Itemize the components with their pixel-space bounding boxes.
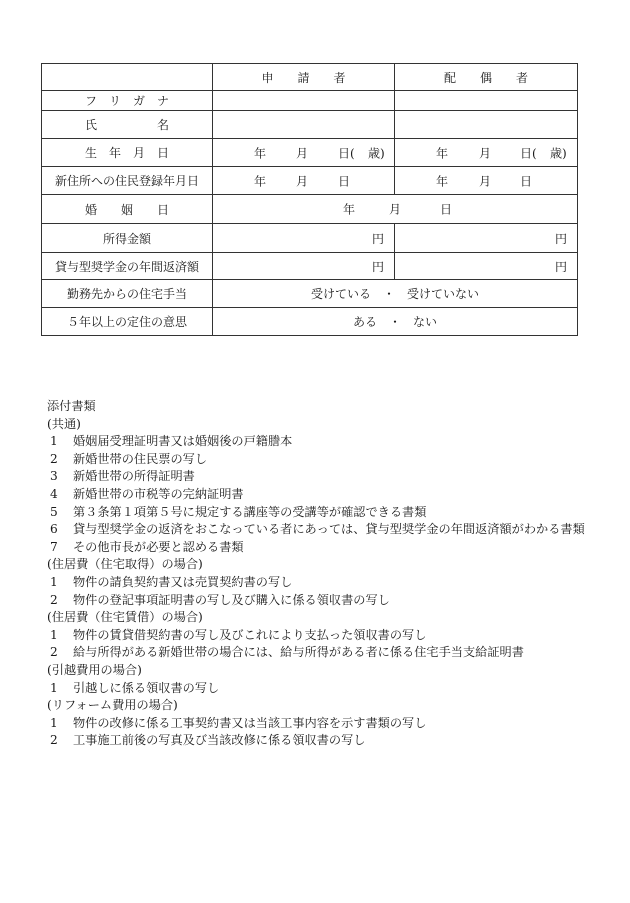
marriage-year-unit: 年: [343, 202, 356, 217]
marriage-row: [42, 195, 578, 224]
attachments-section: [47, 398, 587, 750]
reform-heading: (リフォーム費用の場合): [47, 698, 178, 713]
marriage-date-field[interactable]: [213, 195, 578, 224]
list-item: [47, 539, 587, 557]
common-heading: (共通): [47, 416, 81, 431]
list-item: [47, 715, 587, 733]
reg-month-unit: 月: [479, 174, 492, 188]
birth-month-unit: 月: [479, 146, 492, 160]
marriage-month-unit: 月: [389, 202, 402, 217]
list-item-text: 新婚世帯の所得証明書: [73, 469, 195, 484]
reg-year-unit: 年: [436, 174, 449, 188]
list-item-number: 5: [50, 504, 58, 519]
settlement-intent-choice[interactable]: ある ・ ない: [213, 308, 578, 336]
list-item: [47, 451, 587, 469]
housing-allowance-label: 勤務先からの住宅手当: [42, 280, 213, 308]
purchase-heading: (住居費（住宅取得）の場合): [47, 557, 203, 572]
list-item: [47, 574, 587, 592]
list-item-text: 新婚世帯の住民票の写し: [73, 451, 208, 466]
birthdate-row: [42, 139, 578, 167]
name-label: 氏 名: [42, 111, 213, 139]
spouse-birthdate-field[interactable]: [395, 139, 578, 167]
birth-day-unit: 日(: [338, 146, 355, 160]
list-item: [47, 504, 587, 522]
list-item-text: 物件の請負契約書又は売買契約書の写し: [73, 574, 293, 589]
birthdate-label: 生 年 月 日: [42, 139, 213, 167]
reform-list: [47, 715, 587, 750]
list-item-number: 3: [50, 469, 58, 484]
rent-list: [47, 627, 587, 662]
list-item: [47, 521, 587, 539]
list-item-number: 1: [50, 715, 58, 730]
birth-month-unit: 月: [296, 146, 309, 160]
spouse-registration-date-field[interactable]: [395, 167, 578, 195]
list-item-number: 1: [50, 627, 58, 642]
applicant-income-field[interactable]: 円: [213, 224, 395, 253]
income-label: 所得金額: [42, 224, 213, 253]
header-spouse: 配 偶 者: [395, 64, 578, 91]
name-row: [42, 111, 578, 139]
header-applicant: 申 請 者: [213, 64, 395, 91]
list-item-text: 第３条第１項第５号に規定する講座等の受講等が確認できる書類: [73, 504, 427, 519]
reg-year-unit: 年: [254, 174, 267, 188]
reg-day-unit: 日: [520, 174, 533, 188]
purchase-list: [47, 574, 587, 609]
income-row: [42, 224, 578, 253]
birth-year-unit: 年: [254, 146, 267, 160]
list-item-number: 1: [50, 680, 58, 695]
marriage-day-unit: 日: [440, 202, 453, 217]
list-item-number: 6: [50, 522, 58, 537]
list-item-number: 2: [50, 451, 58, 466]
birth-year-unit: 年: [436, 146, 449, 160]
list-item-text: 新婚世帯の市税等の完納証明書: [73, 486, 244, 501]
moving-list: [47, 680, 587, 698]
reg-month-unit: 月: [296, 174, 309, 188]
moving-heading: (引越費用の場合): [47, 662, 142, 677]
rent-heading: (住居費（住宅賃借）の場合): [47, 610, 203, 625]
list-item-text: 引越しに係る領収書の写し: [73, 680, 220, 695]
list-item-text: 婚姻届受理証明書又は婚姻後の戸籍謄本: [73, 434, 293, 449]
furigana-label: フ リ ガ ナ: [42, 91, 213, 111]
list-item: [47, 486, 587, 504]
applicant-name-field[interactable]: [213, 111, 395, 139]
list-item-number: 2: [50, 733, 58, 748]
list-item-text: 物件の賃貸借契約書の写し及びこれにより支払った領収書の写し: [73, 627, 427, 642]
birth-age-unit: 歳): [550, 146, 567, 160]
list-item-number: 1: [50, 574, 58, 589]
list-item-number: 2: [50, 645, 58, 660]
reg-day-unit: 日: [338, 174, 351, 188]
list-item-number: 7: [50, 539, 58, 554]
list-item-text: 物件の登記事項証明書の写し及び購入に係る領収書の写し: [73, 592, 390, 607]
list-item: [47, 468, 587, 486]
list-item-text: 物件の改修に係る工事契約書又は当該工事内容を示す書類の写し: [73, 715, 427, 730]
applicant-furigana-field[interactable]: [213, 91, 395, 111]
header-blank-cell: [42, 64, 213, 91]
list-item: [47, 680, 587, 698]
list-item-number: 2: [50, 592, 58, 607]
common-list: [47, 433, 587, 556]
birth-day-unit: 日(: [520, 146, 537, 160]
list-item: [47, 592, 587, 610]
settlement-intent-row: [42, 308, 578, 336]
application-form-table: [41, 63, 578, 336]
list-item-text: その他市長が必要と認める書類: [73, 539, 244, 554]
birth-age-unit: 歳): [368, 146, 385, 160]
marriage-label: 婚 姻 日: [42, 195, 213, 224]
loan-repayment-label: 貸与型奨学金の年間返済額: [42, 253, 213, 280]
spouse-income-field[interactable]: 円: [395, 224, 578, 253]
applicant-loan-field[interactable]: 円: [213, 253, 395, 280]
list-item-number: 4: [50, 486, 58, 501]
housing-allowance-choice[interactable]: 受けている ・ 受けていない: [213, 280, 578, 308]
spouse-name-field[interactable]: [395, 111, 578, 139]
table-header-row: [42, 64, 578, 91]
list-item-text: 貸与型奨学金の返済をおこなっている者にあっては、貸与型奨学金の年間返済額がわかる書類: [73, 522, 585, 537]
registration-row: [42, 167, 578, 195]
list-item: [47, 433, 587, 451]
list-item: [47, 627, 587, 645]
settlement-intent-label: ５年以上の定住の意思: [42, 308, 213, 336]
loan-repayment-row: [42, 253, 578, 280]
list-item-text: 給与所得がある新婚世帯の場合には、給与所得がある者に係る住宅手当支給証明書: [73, 645, 524, 660]
list-item: [47, 732, 587, 750]
housing-allowance-row: [42, 280, 578, 308]
list-item-number: 1: [50, 434, 58, 449]
attachments-title: 添付書類: [47, 399, 96, 413]
applicant-registration-date-field[interactable]: [213, 167, 395, 195]
spouse-loan-field[interactable]: 円: [395, 253, 578, 280]
registration-label: 新住所への住民登録年月日: [42, 167, 213, 195]
spouse-furigana-field[interactable]: [395, 91, 578, 111]
list-item: [47, 644, 587, 662]
applicant-birthdate-field[interactable]: [213, 139, 395, 167]
list-item-text: 工事施工前後の写真及び当該改修に係る領収書の写し: [73, 733, 366, 748]
furigana-row: [42, 91, 578, 111]
